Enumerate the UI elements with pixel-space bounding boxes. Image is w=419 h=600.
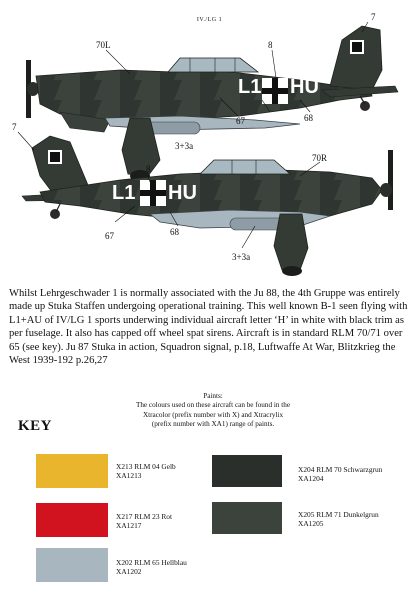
swatch-name: X205 RLM 71 Dunkelgrun xyxy=(298,510,379,519)
bottom-callout-67: 67 xyxy=(105,231,114,241)
paints-note-line: The colours used on these aircraft can be found in the xyxy=(135,401,291,410)
bottom-code-right: HU xyxy=(168,182,197,204)
top-fuselage xyxy=(36,70,372,120)
swatch-code: XA1217 xyxy=(116,521,142,531)
bottom-propeller xyxy=(388,150,393,210)
paints-note xyxy=(112,392,314,430)
top-code-left: L1 xyxy=(238,76,262,98)
top-callout-68: 68 xyxy=(304,113,313,123)
swatch-name: X202 RLM 65 Hellblau xyxy=(116,558,187,567)
swatch-name: X213 RLM 04 Gelb xyxy=(116,462,176,471)
bottom-callout-8: 8 xyxy=(146,164,151,174)
bottom-tail-wheel xyxy=(50,209,60,219)
key-title: KEY xyxy=(18,418,53,434)
swatch-code: XA1204 xyxy=(298,474,324,484)
bottom-spinner xyxy=(380,183,392,197)
swatch-name: X217 RLM 23 Rot xyxy=(116,512,173,521)
swatch-rlm04-gelb xyxy=(36,454,108,488)
top-canopy xyxy=(168,58,258,72)
top-callout-8: 8 xyxy=(268,40,273,50)
paints-note-line: Xtracolor (prefix number with X) and Xtracrylix xyxy=(142,410,284,419)
bottom-callout-70R: 70R xyxy=(312,153,328,163)
paints-note-line: (prefix number with XA1) range of paints. xyxy=(151,420,275,429)
aircraft-profiles-illustration xyxy=(0,0,419,280)
bottom-balkenkreuz xyxy=(140,180,166,206)
bottom-aircraft-profile xyxy=(18,132,393,276)
swatch-rlm23-rot xyxy=(36,503,108,537)
top-balkenkreuz xyxy=(262,78,288,104)
paints-note-heading: Paints: xyxy=(203,392,223,400)
swatch-code: XA1205 xyxy=(298,519,324,529)
swatch-label-rlm70 xyxy=(298,465,382,484)
profiles-area xyxy=(0,0,419,280)
top-code-right: HU xyxy=(290,76,319,98)
swatch-rlm70-schwarzgrun xyxy=(212,455,282,487)
swatch-label-rlm65 xyxy=(116,558,187,577)
swatch-code: XA1213 xyxy=(116,471,142,481)
swatch-label-rlm04 xyxy=(116,462,176,481)
top-tail-fin xyxy=(330,26,382,90)
bottom-code-left: L1 xyxy=(112,182,136,204)
top-tail-wheel xyxy=(360,101,370,111)
top-callout-70L: 70L xyxy=(96,40,111,50)
swatch-code: XA1202 xyxy=(116,567,142,577)
swatch-name: X204 RLM 70 Schwarzgrun xyxy=(298,465,383,474)
swatch-rlm71-dunkelgrun xyxy=(212,502,282,534)
top-callout-67: 67 xyxy=(236,116,245,126)
bottom-wheel-spat xyxy=(274,214,308,270)
bottom-canopy xyxy=(200,160,290,174)
bottom-callout-68: 68 xyxy=(170,227,179,237)
swatch-rlm65-hellblau xyxy=(36,548,108,582)
swatch-label-rlm23 xyxy=(116,512,172,531)
swatch-label-rlm71 xyxy=(298,510,379,529)
top-callout-7: 7 xyxy=(371,12,376,22)
top-aircraft-profile xyxy=(26,22,398,182)
bottom-callout-7: 7 xyxy=(12,122,17,132)
bottom-callout-3-3a: 3+3a xyxy=(232,252,251,262)
top-callout-3-3a: 3+3a xyxy=(175,141,194,151)
unit-title: IV./LG 1 xyxy=(196,17,223,23)
description-text: Whilst Lehrgeschwader 1 is normally associated with the Ju 88, the 4th Gruppe was entirely made up Stuka Staffen undergoing operational training. This well known B-1 seen flying with L1+AU of IV/LG 1 sports underwing individual aircraft letter ‘H’ in white with black trim as per fuselage. It also has capped off wheel spat sirens. Aircraft is in standard RLM 70/71 over 65 (see key). Ju 87 Stuka in action, Squadron signal, p.18, Luftwaffe At War, Blitzkrieg the West 1939-192 p.26,27 xyxy=(9,288,408,367)
